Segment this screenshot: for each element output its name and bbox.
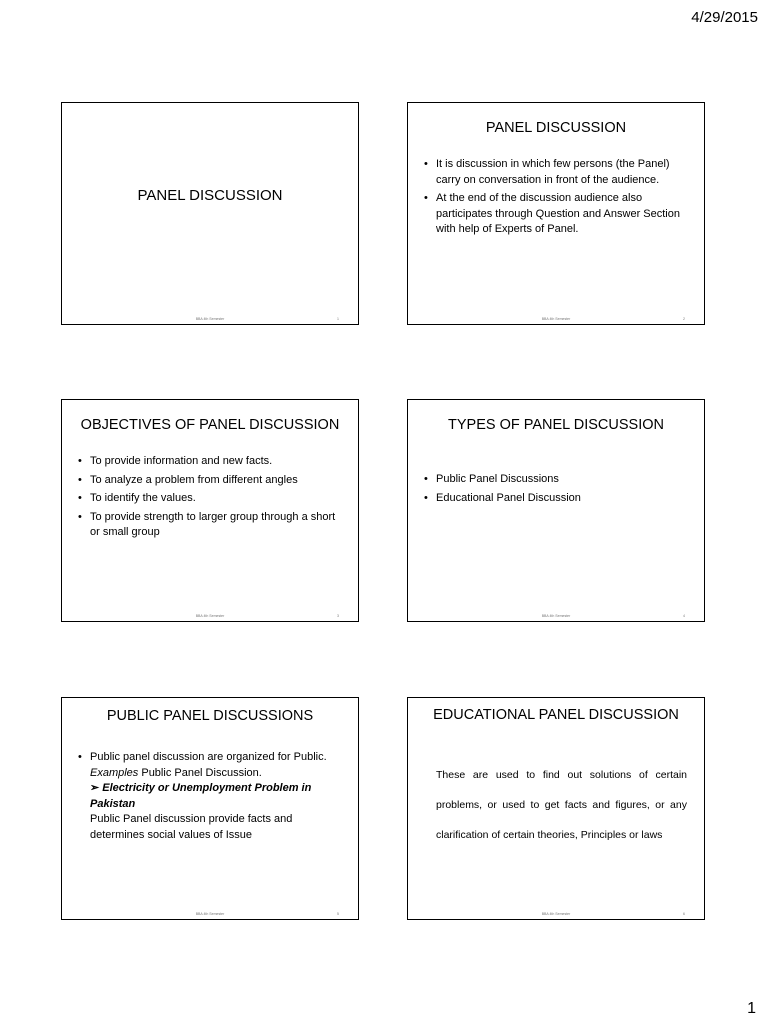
slide-footer-text: BBA 4th Semester (195, 614, 225, 618)
example-item (90, 781, 346, 812)
slide-title: PANEL DISCUSSION (485, 120, 627, 136)
bullet-text: To provide information and new facts. (90, 455, 273, 467)
bullet-text: To provide strength to larger group through a short or small group (90, 510, 336, 538)
list-item: • Public panel discussion are organized for Public. Examples Public Panel Discussion. ➢ Electricity or Unemployment Problem in Pakistan Public Panel discussion provide facts and determines social values of Issue (76, 750, 346, 843)
list-item: • To identify the values. (78, 492, 196, 504)
print-date: 4/29/2015 (691, 9, 758, 26)
slide-title: PUBLIC PANEL DISCUSSIONS (106, 708, 314, 724)
slide-footer-text: BBA 4th Semester (541, 317, 571, 321)
examples-line (90, 766, 346, 782)
list-item: • To analyze a problem from different angles (78, 473, 298, 486)
bullet-text: It is discussion in which few persons (the Panel) carry on conversation in front of the audience. (436, 158, 670, 186)
slide-number: 5 (337, 912, 339, 916)
example-item-text: Electricity or Unemployment Problem in Pakistan (90, 782, 312, 810)
bullet-list (76, 454, 346, 544)
slide-paragraph: These are used to find out solutions of certain problems, or used to get facts and figures, or any clarification of certain theories, Principles or laws (436, 769, 687, 841)
slide-number: 4 (683, 614, 685, 618)
slide-number: 1 (337, 317, 339, 321)
list-item: • Educational Panel Discussion (424, 491, 581, 504)
list-item: • At the end of the discussion audience also participates through Question and Answer Section with help of Experts of Panel. (424, 192, 680, 235)
slide-number: 6 (683, 912, 685, 916)
bullet-text: At the end of the discussion audience also participates through Question and Answer Section with help of Experts of Panel. (436, 192, 680, 235)
slide-1 (61, 102, 359, 325)
slide-2 (407, 102, 705, 325)
slide-footer-text: BBA 4th Semester (195, 317, 225, 321)
slide-title: TYPES OF PANEL DISCUSSION (448, 417, 664, 433)
page-number: 1 (747, 1000, 756, 1017)
slide-title: OBJECTIVES OF PANEL DISCUSSION (80, 417, 340, 433)
bullet-text: To analyze a problem from different angles (90, 473, 298, 486)
list-item: • To provide strength to larger group through a short or small group (78, 510, 336, 538)
closing-text: Public Panel discussion provide facts and determines social values of Issue (90, 813, 293, 841)
slide-number: 2 (683, 317, 685, 321)
bullet-text: Public panel discussion are organized for Public. (90, 751, 327, 763)
bullet-list (422, 157, 692, 241)
list-item: • Public Panel Discussions (424, 473, 559, 485)
slide-4 (407, 399, 705, 622)
list-item: • It is discussion in which few persons (the Panel) carry on conversation in front of the audience. (424, 158, 670, 186)
bullet-text: Public Panel Discussions (436, 473, 559, 485)
list-item: • To provide information and new facts. (78, 455, 273, 467)
slide-footer-text: BBA 4th Semester (541, 912, 571, 916)
slide-6 (407, 697, 705, 920)
bullet-text: Educational Panel Discussion (436, 491, 581, 504)
slide-footer-text: BBA 4th Semester (195, 912, 225, 916)
bullet-text: To identify the values. (90, 492, 196, 504)
examples-text: Public Panel Discussion. (138, 766, 262, 779)
bullet-list (76, 750, 346, 846)
bullet-list (422, 472, 692, 509)
slide-footer-text: BBA 4th Semester (541, 614, 571, 618)
slide-title: EDUCATIONAL PANEL DISCUSSION (433, 707, 679, 723)
examples-label: Examples (90, 766, 139, 779)
slide-5 (61, 697, 359, 920)
slide-title: PANEL DISCUSSION (137, 187, 283, 204)
arrow-bullet-icon: ➢ (90, 782, 100, 794)
slide-3 (61, 399, 359, 622)
slide-number: 3 (337, 614, 339, 618)
